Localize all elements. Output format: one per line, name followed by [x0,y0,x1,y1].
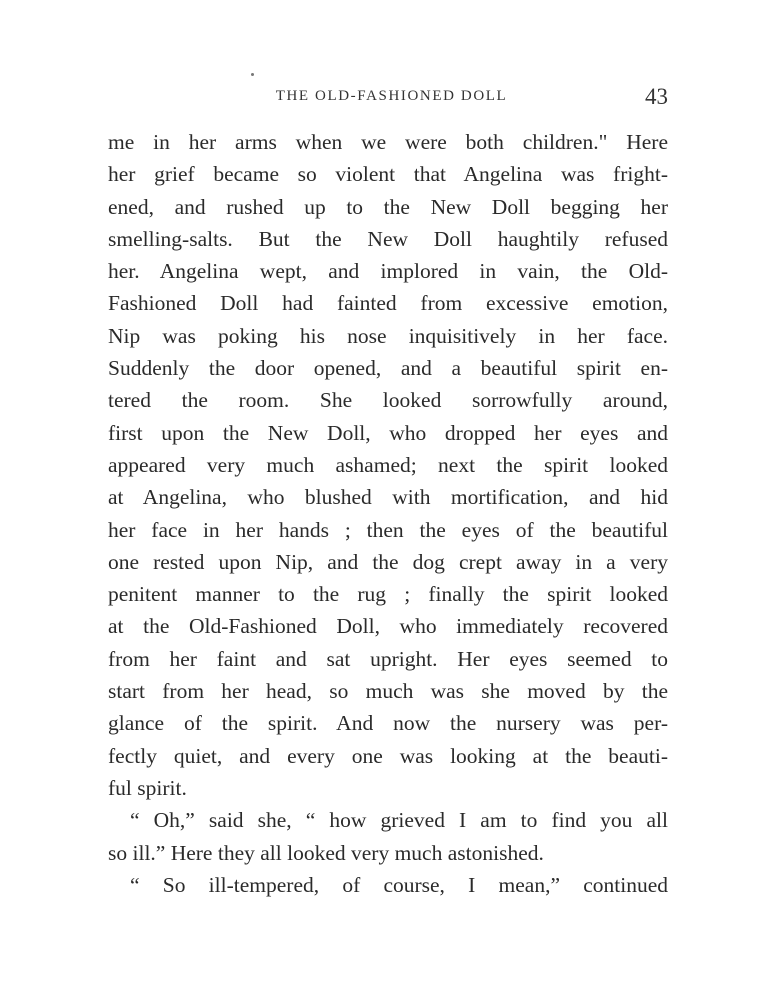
text-line: her grief became so violent that Angelina was fright- [108,162,668,187]
text-line: fectly quiet, and every one was looking at the beauti- [108,743,668,768]
text-line: ened, and rushed up to the New Doll begging her [108,194,668,219]
text-line: her face in her hands ; then the eyes of the beautiful [108,517,668,542]
text-line: penitent manner to the rug ; finally the spirit looked [108,582,668,607]
text-line: Suddenly the door opened, and a beautiful spirit en- [108,356,668,381]
text-line: at Angelina, who blushed with mortification, and hid [108,485,668,510]
text-line: one rested upon Nip, and the dog crept away in a very [108,549,668,574]
page-number: 43 [645,84,668,109]
text-line: first upon the New Doll, who dropped her eyes and [108,420,668,445]
text-line: tered the room. She looked sorrowfully around, [108,388,668,413]
paragraph-end-line: ful spirit. [108,775,187,800]
paragraph-start-line: “ Oh,” said she, “ how grieved I am to find you all [130,808,668,833]
text-line: Nip was poking his nose inquisitively in her face. [108,323,668,348]
text-line: at the Old-Fashioned Doll, who immediately recovered [108,614,668,639]
text-line: smelling-salts. But the New Doll haughtily refused [108,226,668,251]
running-header-title: THE OLD-FASHIONED DOLL [275,88,508,104]
print-speck [251,73,254,76]
body-text [108,126,668,901]
text-line: start from her head, so much was she moved by the [108,679,668,704]
text-line: Fashioned Doll had fainted from excessive emotion, [108,291,668,316]
text-line: her. Angelina wept, and implored in vain, the Old- [108,259,668,284]
paragraph-start-line: “ So ill-tempered, of course, I mean,” continued [130,872,668,897]
paragraph-end-line: so ill.” Here they all looked very much astonished. [108,840,544,865]
text-line: appeared very much ashamed; next the spirit looked [108,452,668,477]
text-line: from her faint and sat upright. Her eyes seemed to [108,646,668,671]
text-line: me in her arms when we were both children." Here [108,130,668,154]
text-line: glance of the spirit. And now the nursery was per- [108,711,668,736]
